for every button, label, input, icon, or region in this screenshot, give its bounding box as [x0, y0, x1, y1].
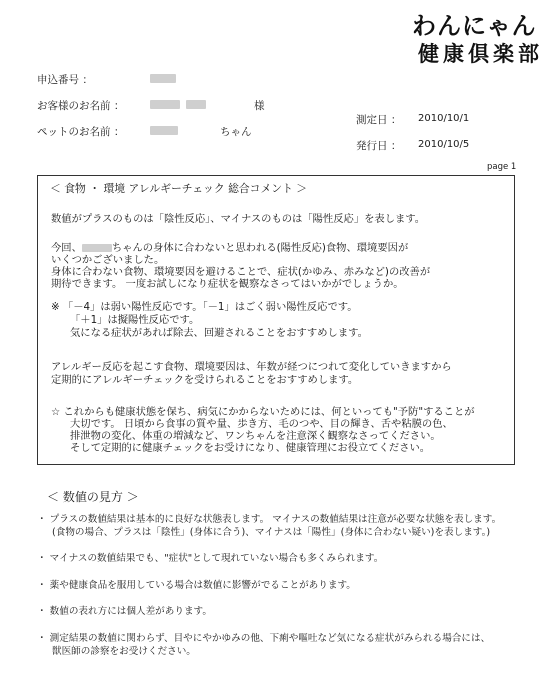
- owner-name-redacted-2: [186, 100, 206, 109]
- comment-paragraph-2-line-2: いくつかございました。: [51, 254, 165, 266]
- comment-box: [37, 175, 515, 465]
- owner-name-redacted-1: [150, 100, 180, 109]
- pet-name-redacted-inline: [82, 244, 112, 252]
- guide-bullet-5-line-1: ・ 測定結果の数値に関わらず、目やにやかゆみの他、下痢や嘔吐など気になる症状がみられる場合には、: [37, 633, 491, 644]
- comment-note-line-2: 「＋1」は擬陽性反応です。: [70, 314, 200, 326]
- measure-date: 2010/10/1: [418, 113, 470, 124]
- measure-date-label: 測定日 ：: [356, 114, 402, 126]
- pet-name-suffix: ちゃん: [220, 126, 252, 138]
- page-number: page 1: [487, 162, 517, 172]
- guide-bullet-3: ・ 薬や健康食品を服用している場合は数値に影響がでることがあります。: [37, 580, 356, 591]
- pet-name-redacted: [150, 126, 178, 135]
- comment-paragraph-3-line-2: 定期的にアレルギーチェックを受けられることをおすすめします。: [51, 374, 359, 386]
- comment-paragraph-2-line-4: 期待できます。 一度お試しになり症状を観察なさってはいかがでしょうか。: [51, 278, 404, 290]
- comment-paragraph-4-line-2: 大切です。 日頃から食事の質や量、歩き方、毛のつや、目の輝き、舌や粘膜の色、: [70, 418, 453, 430]
- owner-name-label: お客様のお名前 ：: [37, 100, 125, 112]
- comment-paragraph-4-line-1: ☆ これからも健康状態を保ち、病気にかからないためには、何といっても"予防"することが: [51, 406, 475, 418]
- comment-paragraph-2-line-1: 今回、 ちゃんの身体に合わないと思われる(陽性反応)食物、環境要因が: [51, 242, 409, 254]
- comment-paragraph-1: 数値がプラスのものは「陰性反応」、マイナスのものは「陽性反応」を表します。: [51, 213, 426, 225]
- comment-paragraph-4-line-3: 排泄物の変化、体重の増減など、ワンちゃんを注意深く観察なさってください。: [70, 430, 441, 442]
- guide-bullet-4: ・ 数値の表れ方には個人差があります。: [37, 606, 212, 617]
- guide-bullet-1-line-1: ・ プラスの数値結果は基本的に良好な状態表します。 マイナスの数値結果は注意が必要な状態を表します。: [37, 514, 502, 525]
- logo-text-top: わんにゃん: [412, 11, 537, 40]
- comment-note-line-3: 気になる症状があれば除去、回避されることをおすすめします。: [70, 327, 368, 339]
- comment-paragraph-4-line-4: そして定期的に健康チェックをお受けになり、健康管理にお役立てください。: [70, 442, 431, 454]
- guide-bullet-2: ・ マイナスの数値結果でも、"症状"として現れていない場合も多くみられます。: [37, 553, 384, 564]
- issue-date: 2010/10/5: [418, 139, 470, 150]
- guide-bullet-5-line-2: 獣医師の診察をお受けください。: [52, 646, 196, 657]
- logo-text-bottom: 健康倶楽部: [418, 41, 543, 66]
- issue-date-label: 発行日 ：: [356, 140, 402, 152]
- comment-note-line-1: ※ 「－4」は弱い陽性反応です。「－1」はごく弱い陽性反応です。: [51, 301, 358, 313]
- comment-paragraph-3-line-1: アレルギー反応を起こす食物、環境要因は、年数が経つにつれて変化していきますから: [51, 361, 452, 373]
- owner-name-suffix: 様: [254, 100, 265, 112]
- application-number-redacted: [150, 74, 176, 83]
- comment-paragraph-2-line-3: 身体に合わない食物、環境要因を避けることで、症状(かゆみ、赤みなど)の改善が: [51, 266, 431, 278]
- guide-bullet-1-line-2: (食物の場合、プラスは「陰性」(身体に合う)、マイナスは「陽性」(身体に合わない疑い)を表します。): [52, 527, 491, 538]
- application-number-label: 申込番号 ：: [37, 74, 93, 86]
- guide-title: ＜ 数値の見方 ＞: [47, 490, 139, 504]
- comment-box-title: ＜ 食物 ・ 環境 アレルギーチェック 総合コメント ＞: [50, 182, 308, 195]
- pet-name-label: ペットのお名前 ：: [37, 126, 125, 138]
